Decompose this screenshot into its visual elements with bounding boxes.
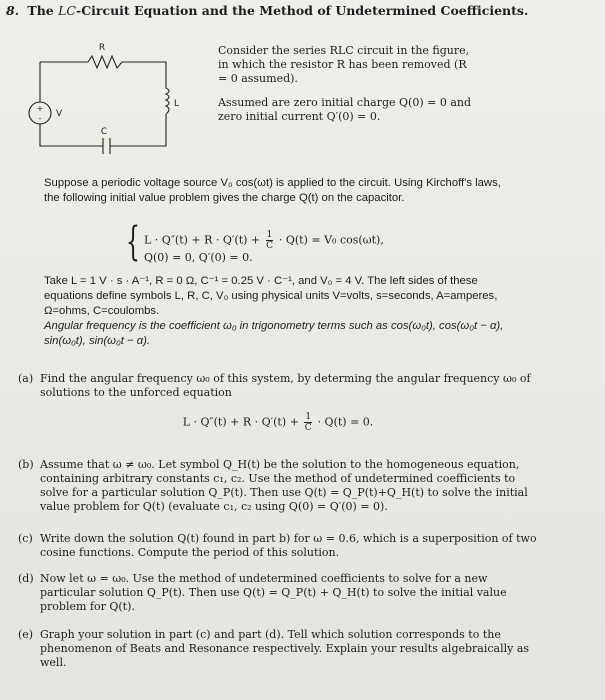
ivp-fraction xyxy=(266,230,274,251)
unforced-fraction xyxy=(304,412,312,433)
part-d-label: (d) xyxy=(18,572,34,585)
unforced-left: L · Q″(t) + R · Q′(t) + xyxy=(182,415,299,429)
ivp-initial-conditions: Q(0) = 0, Q′(0) = 0. xyxy=(144,251,253,264)
wire-bottom-left xyxy=(40,124,103,146)
wire-top-right xyxy=(122,62,166,88)
unforced-frac-den: C xyxy=(304,423,312,433)
constants-paragraph xyxy=(44,274,514,349)
part-c-text: Write down the solution Q(t) found in part b) for ω = 0.6, which is a superposition of two cosine functions. Compute the period of this solution. xyxy=(40,532,537,559)
source-plus-sign: + xyxy=(36,104,44,113)
system-brace: { xyxy=(126,219,140,265)
part-b-label: (b) xyxy=(18,458,34,471)
problem-setup-paragraph: Suppose a periodic voltage source V₀ cos(ωt) is applied to the circuit. Using Kirchoff's laws, the following initial value problem gives the charge Q(t) on the capacitor. xyxy=(44,177,501,204)
ivp-equation xyxy=(144,230,384,251)
ivp-frac-num: 1 xyxy=(266,230,273,240)
part-a-text: Find the angular frequency ω₀ of this system, by determing the angular frequency ω₀ of solutions to the unforced equation xyxy=(40,372,531,399)
unforced-right: · Q(t) = 0. xyxy=(317,415,374,429)
label-l: L xyxy=(174,99,180,109)
part-e xyxy=(18,628,538,670)
part-a-label: (a) xyxy=(18,372,34,385)
initial-value-problem xyxy=(126,219,446,268)
ivp-frac-den: C xyxy=(266,241,273,251)
intro-paragraph-2: Assumed are zero initial charge Q(0) = 0 and zero initial current Q′(0) = 0. xyxy=(218,96,472,123)
inductor-symbol xyxy=(166,88,169,114)
part-d xyxy=(18,572,538,614)
unforced-frac-num: 1 xyxy=(305,412,312,422)
unforced-equation xyxy=(18,412,538,433)
title-prefix: The xyxy=(27,3,54,18)
circuit-diagram xyxy=(0,28,200,178)
problem-title xyxy=(6,3,566,18)
wire-bottom-right xyxy=(110,114,166,146)
part-e-text: Graph your solution in part (c) and part (d). Tell which solution corresponds to the phenomenon of Beats and Resonance respectively. Explain your results algebraically as well. xyxy=(40,628,530,669)
capacitor-symbol xyxy=(103,138,110,154)
intro-paragraph-1: Consider the series RLC circuit in the figure, in which the resistor R has been removed (R = 0 assumed). xyxy=(218,44,470,85)
part-e-label: (e) xyxy=(18,628,34,641)
source-minus-sign: - xyxy=(38,114,42,123)
part-d-text: Now let ω = ω₀. Use the method of undetermined coefficients to solve for a new particular solution Q_P(t). Then use Q(t) = Q_P(t) + Q_H(t) to solve the initial value problem for Q(t). xyxy=(40,572,507,613)
label-r: R xyxy=(98,43,106,53)
part-c-label: (c) xyxy=(18,532,33,545)
part-c xyxy=(18,532,538,560)
circuit-intro xyxy=(218,44,478,134)
ivp-left: L · Q″(t) + R · Q′(t) + xyxy=(144,233,261,247)
title-lc: LC xyxy=(58,3,76,18)
label-c: C xyxy=(100,127,108,137)
ivp-right: · Q(t) = V₀ cos(ωt), xyxy=(278,233,384,247)
problem-number: 8. xyxy=(6,3,20,18)
angular-frequency-note: Angular frequency is the coefficient ω₀ in trigonometry terms such as cos(ω₀t), cos(ω₀t − α), sin(ω₀t), sin(ω₀t − α). xyxy=(44,320,504,347)
title-rest: -Circuit Equation and the Method of Undetermined Coefficients. xyxy=(76,3,529,18)
part-a xyxy=(18,372,538,400)
part-b-text: Assume that ω ≠ ω₀. Let symbol Q_H(t) be the solution to the homogeneous equation, containing arbitrary constants c₁, c₂. Use the method of undetermined coefficients to solve for a particular solution Q_P(t). Then use Q(t) = Q_P(t)+Q_H(t) to solve the initial value problem for Q(t) (evaluate c₁, c₂ using Q(0) = Q′(0) = 0). xyxy=(40,458,528,513)
constants-text: Take L = 1 V · s · A⁻¹, R = 0 Ω, C⁻¹ = 0.25 V · C⁻¹, and V₀ = 4 V. The left sides of these equations define symbols L, R, C, V₀ using physical units V=volts, s=seconds, A=amperes, Ω=ohms, C=coulombs. xyxy=(44,275,498,317)
part-b xyxy=(18,458,538,514)
label-v: V xyxy=(56,109,63,119)
resistor-symbol xyxy=(88,56,122,68)
